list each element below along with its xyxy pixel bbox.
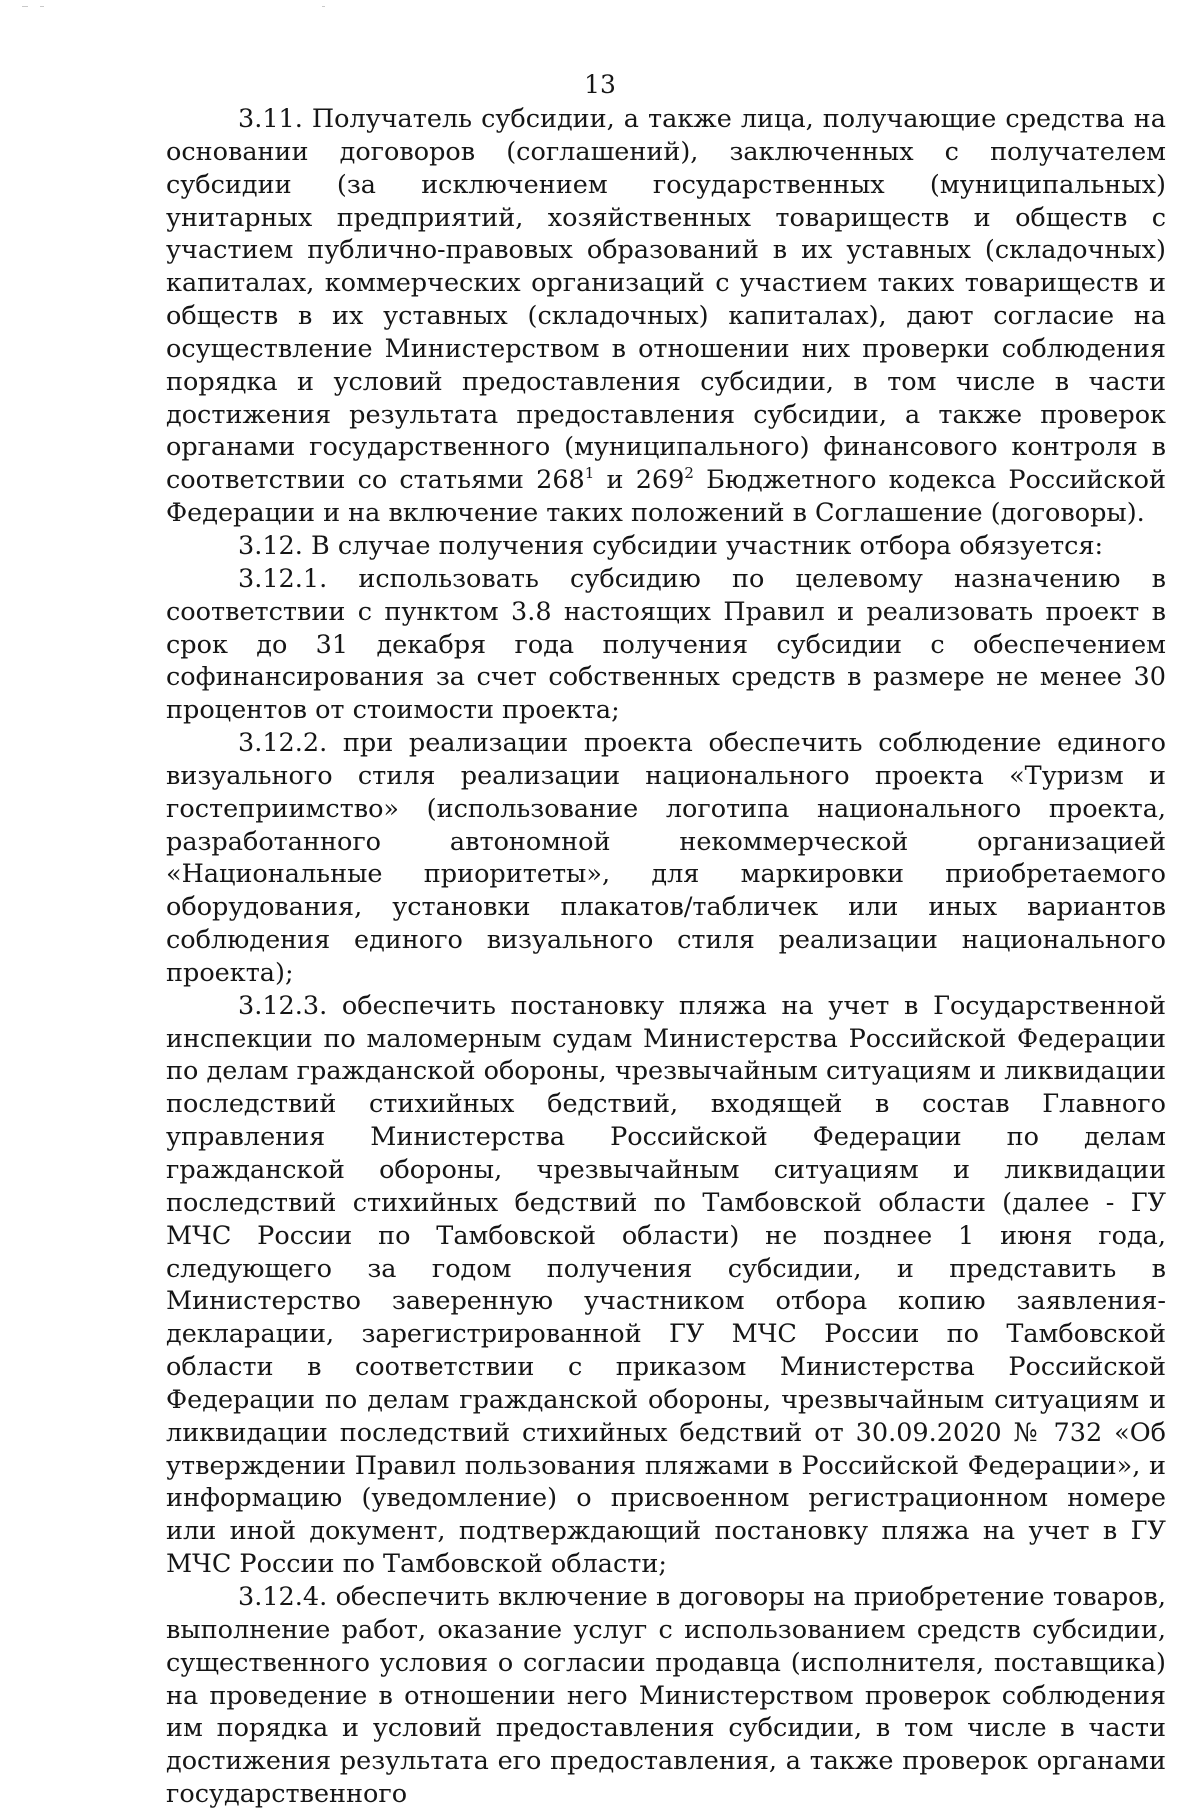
- scan-artifact: [22, 6, 28, 7]
- paragraph-3-12-1: 3.12.1. использовать субсидию по целевому назначению в соответствии с пунктом 3.8 настоящих Правил и реализовать проект в срок до 31 декабря года получения субсидии с обеспечением софинансирования за счет собственных средств в размере не менее 30 процентов от стоимости проекта;: [166, 563, 1166, 726]
- paragraph-3-12: 3.12. В случае получения субсидии участник отбора обязуется:: [238, 530, 1104, 561]
- page-number: 13: [584, 70, 616, 99]
- paragraph-3-12-2: 3.12.2. при реализации проекта обеспечить соблюдение единого визуального стиля реализации национального проекта «Туризм и гостеприимство» (использование логотипа национального проекта, разработанного автономной некоммерческой организацией «Национальные приоритеты», для маркировки приобретаемого оборудования, установки плакатов/табличек или иных вариантов соблюдения единого визуального стиля реализации национального проекта);: [166, 728, 1166, 988]
- paragraph-3-11-text: 3.11. Получатель субсидии, а также лица, получающие средства на основании договоров (соглашений), заключенных с получателем субсидии (за исключением государственных (муниципальных) унитарных предприятий, хозяйственных товариществ и обществ с участием публично-правовых образований в их уставных (складочных) капиталах, коммерческих организаций с участием таких товариществ и обществ в их уставных (складочных) капиталах), дают согласие на осуществление Министерством в отношении них проверки соблюдения порядка и условий предоставления субсидии, в том числе в части достижения результата предоставления субсидии, а также проверок органами государственного (муниципального) финансового контроля в соответствии со статьями 268: [166, 104, 1166, 496]
- paragraph-3-11-text-middle: и 269: [594, 465, 685, 496]
- paragraph-3-11-text-end: Бюджетного кодекса Российской Федерации и на включение таких положений в Соглашение (договоры).: [166, 465, 1166, 529]
- scan-artifact: [40, 6, 44, 7]
- scan-artifact: [322, 6, 325, 7]
- paragraph-3-11: [166, 103, 1166, 530]
- paragraph-3-12-3: 3.12.3. обеспечить постановку пляжа на учет в Государственной инспекции по маломерным судам Министерства Российской Федерации по делам гражданской обороны, чрезвычайным ситуациям и ликвидации последствий стихийных бедствий, входящей в состав Главного управления Министерства Российской Федерации по делам гражданской обороны, чрезвычайным ситуациям и ликвидации последствий стихийных бедствий по Тамбовской области (далее - ГУ МЧС России по Тамбовской области) не позднее 1 июня года, следующего за годом получения субсидии, и представить в Министерство заверенную участником отбора копию заявления-декларации, зарегистрированной ГУ МЧС России по Тамбовской области в соответствии с приказом Министерства Российской Федерации по делам гражданской обороны, чрезвычайным ситуациям и ликвидации последствий стихийных бедствий от 30.09.2020 № 732 «Об утверждении Правил пользования пляжами в Российской Федерации», и информацию (уведомление) о присвоенном регистрационном номере или иной документ, подтверждающий постановку пляжа на учет в ГУ МЧС России по Тамбовской области;: [166, 990, 1166, 1580]
- document-body: [166, 103, 1166, 1811]
- footnote-superscript: 2: [684, 464, 694, 483]
- paragraph-3-12-4: 3.12.4. обеспечить включение в договоры на приобретение товаров, выполнение работ, оказание услуг с использованием средств субсидии, существенного условия о согласии продавца (исполнителя, поставщика) на проведение в отношении него Министерством проверок соблюдения им порядка и условий предоставления субсидии, в том числе в части достижения результата его предоставления, а также проверок органами государственного: [166, 1581, 1166, 1810]
- footnote-superscript: 1: [584, 464, 595, 483]
